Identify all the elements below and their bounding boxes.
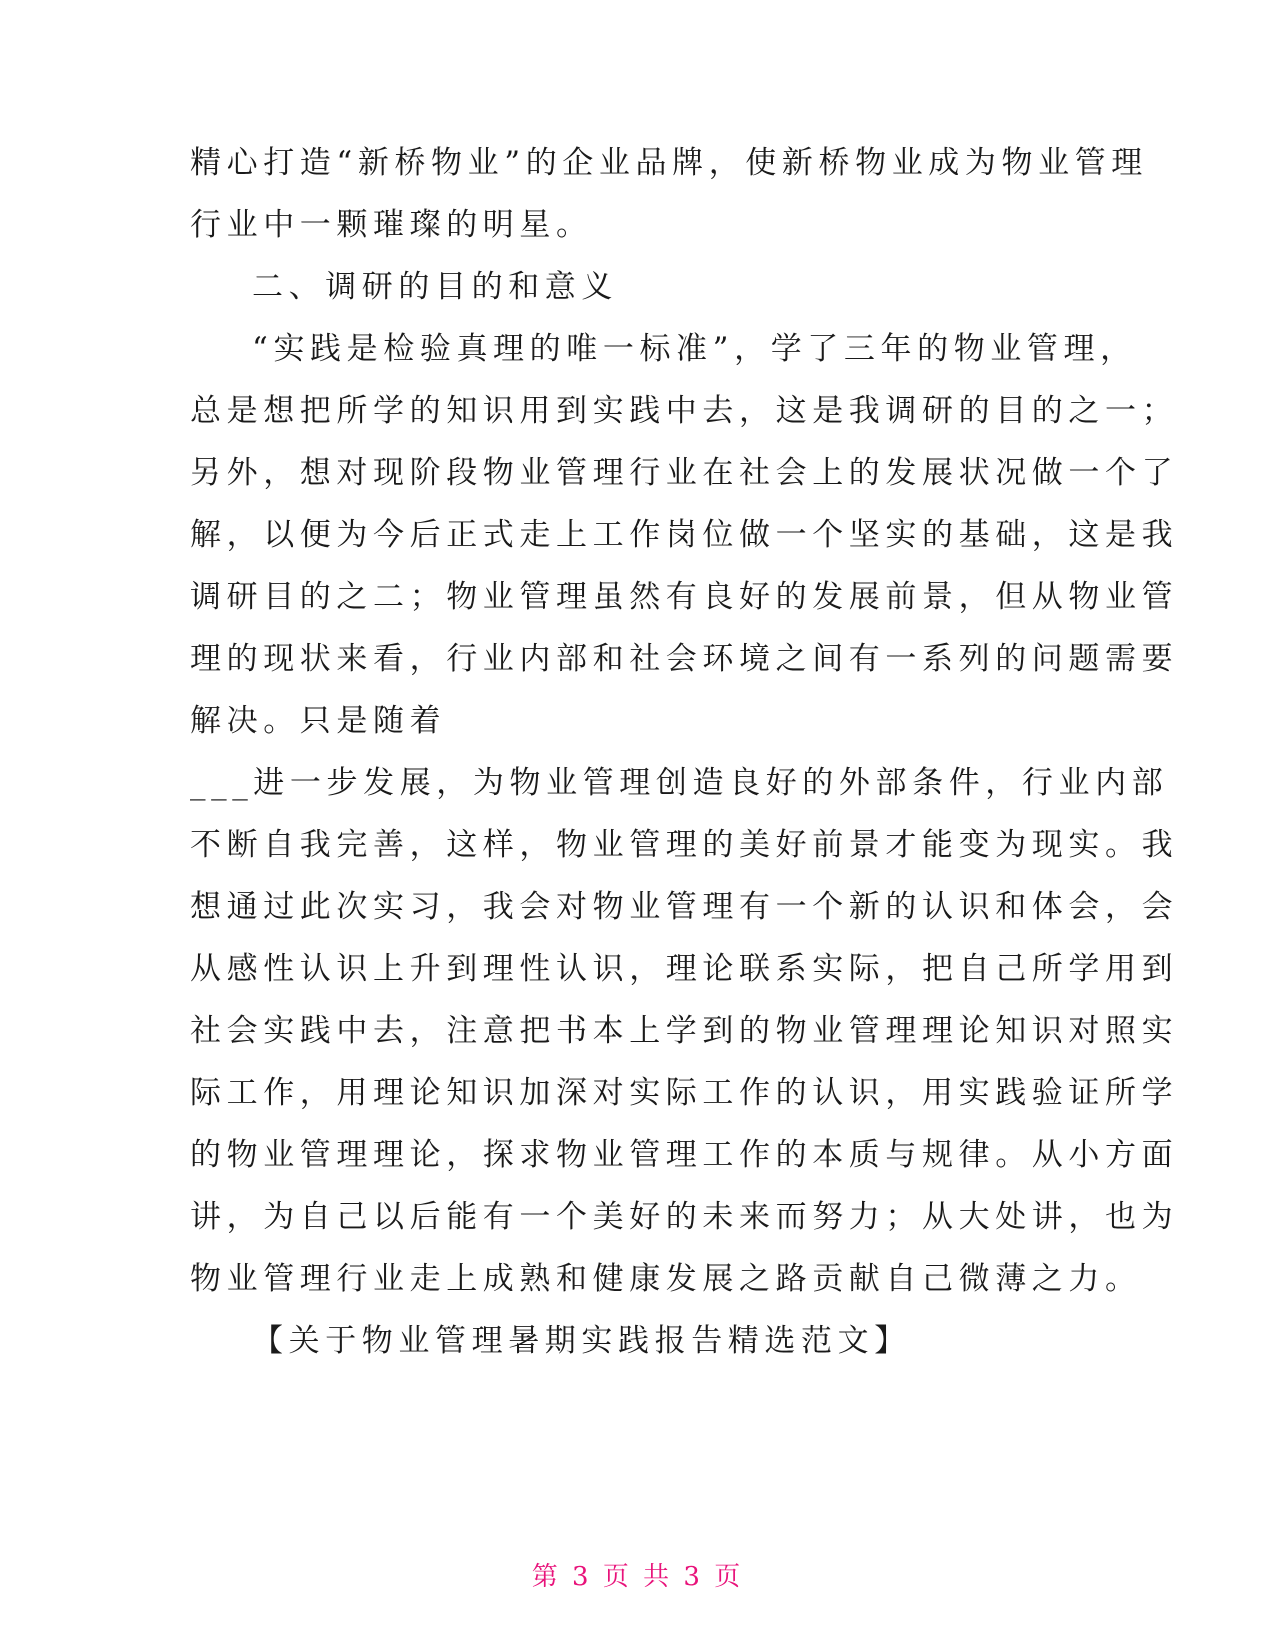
related-article-title: 【关于物业管理暑期实践报告精选范文】 [252,1323,911,1359]
body-line-9: 理的现状来看，行业内部和社会环境之间有一系列的问题需要 [190,641,1179,677]
body-line-10: 解决。只是随着 [190,703,447,739]
body-line-13: 想通过此次实习，我会对物业管理有一个新的认识和体会，会 [190,889,1179,925]
body-line-12: 不断自我完善，这样，物业管理的美好前景才能变为现实。我 [190,827,1179,863]
body-line-7: 解，以便为今后正式走上工作岗位做一个坚实的基础，这是我 [190,517,1179,553]
body-line-17: 的物业管理理论，探求物业管理工作的本质与规律。从小方面 [190,1137,1179,1173]
body-line-5: 总是想把所学的知识用到实践中去，这是我调研的目的之一； [190,393,1179,429]
body-line-11: ___进一步发展，为物业管理创造良好的外部条件，行业内部 [190,765,1169,801]
body-line-6: 另外，想对现阶段物业管理行业在社会上的发展状况做一个了 [190,455,1179,491]
body-line-4: “实践是检验真理的唯一标准”，学了三年的物业管理， [252,331,1137,367]
body-line-2: 行业中一颗璀璨的明星。 [190,207,593,243]
body-line-15: 社会实践中去，注意把书本上学到的物业管理理论知识对照实 [190,1013,1179,1049]
body-line-16: 际工作，用理论知识加深对实际工作的认识，用实践验证所学 [190,1075,1179,1111]
body-line-8: 调研目的之二；物业管理虽然有良好的发展前景，但从物业管 [190,579,1179,615]
body-line-1: 精心打造“新桥物业”的企业品牌，使新桥物业成为物业管理 [190,145,1148,181]
section-heading: 二、调研的目的和意义 [252,269,618,305]
body-line-19: 物业管理行业走上成熟和健康发展之路贡献自己微薄之力。 [190,1261,1142,1297]
page-footer [0,1560,1275,1594]
page-number-label: 第 3 页 共 3 页 [531,1562,744,1592]
body-line-18: 讲，为自己以后能有一个美好的未来而努力；从大处讲，也为 [190,1199,1179,1235]
body-line-14: 从感性认识上升到理性认识，理论联系实际，把自己所学用到 [190,951,1179,987]
